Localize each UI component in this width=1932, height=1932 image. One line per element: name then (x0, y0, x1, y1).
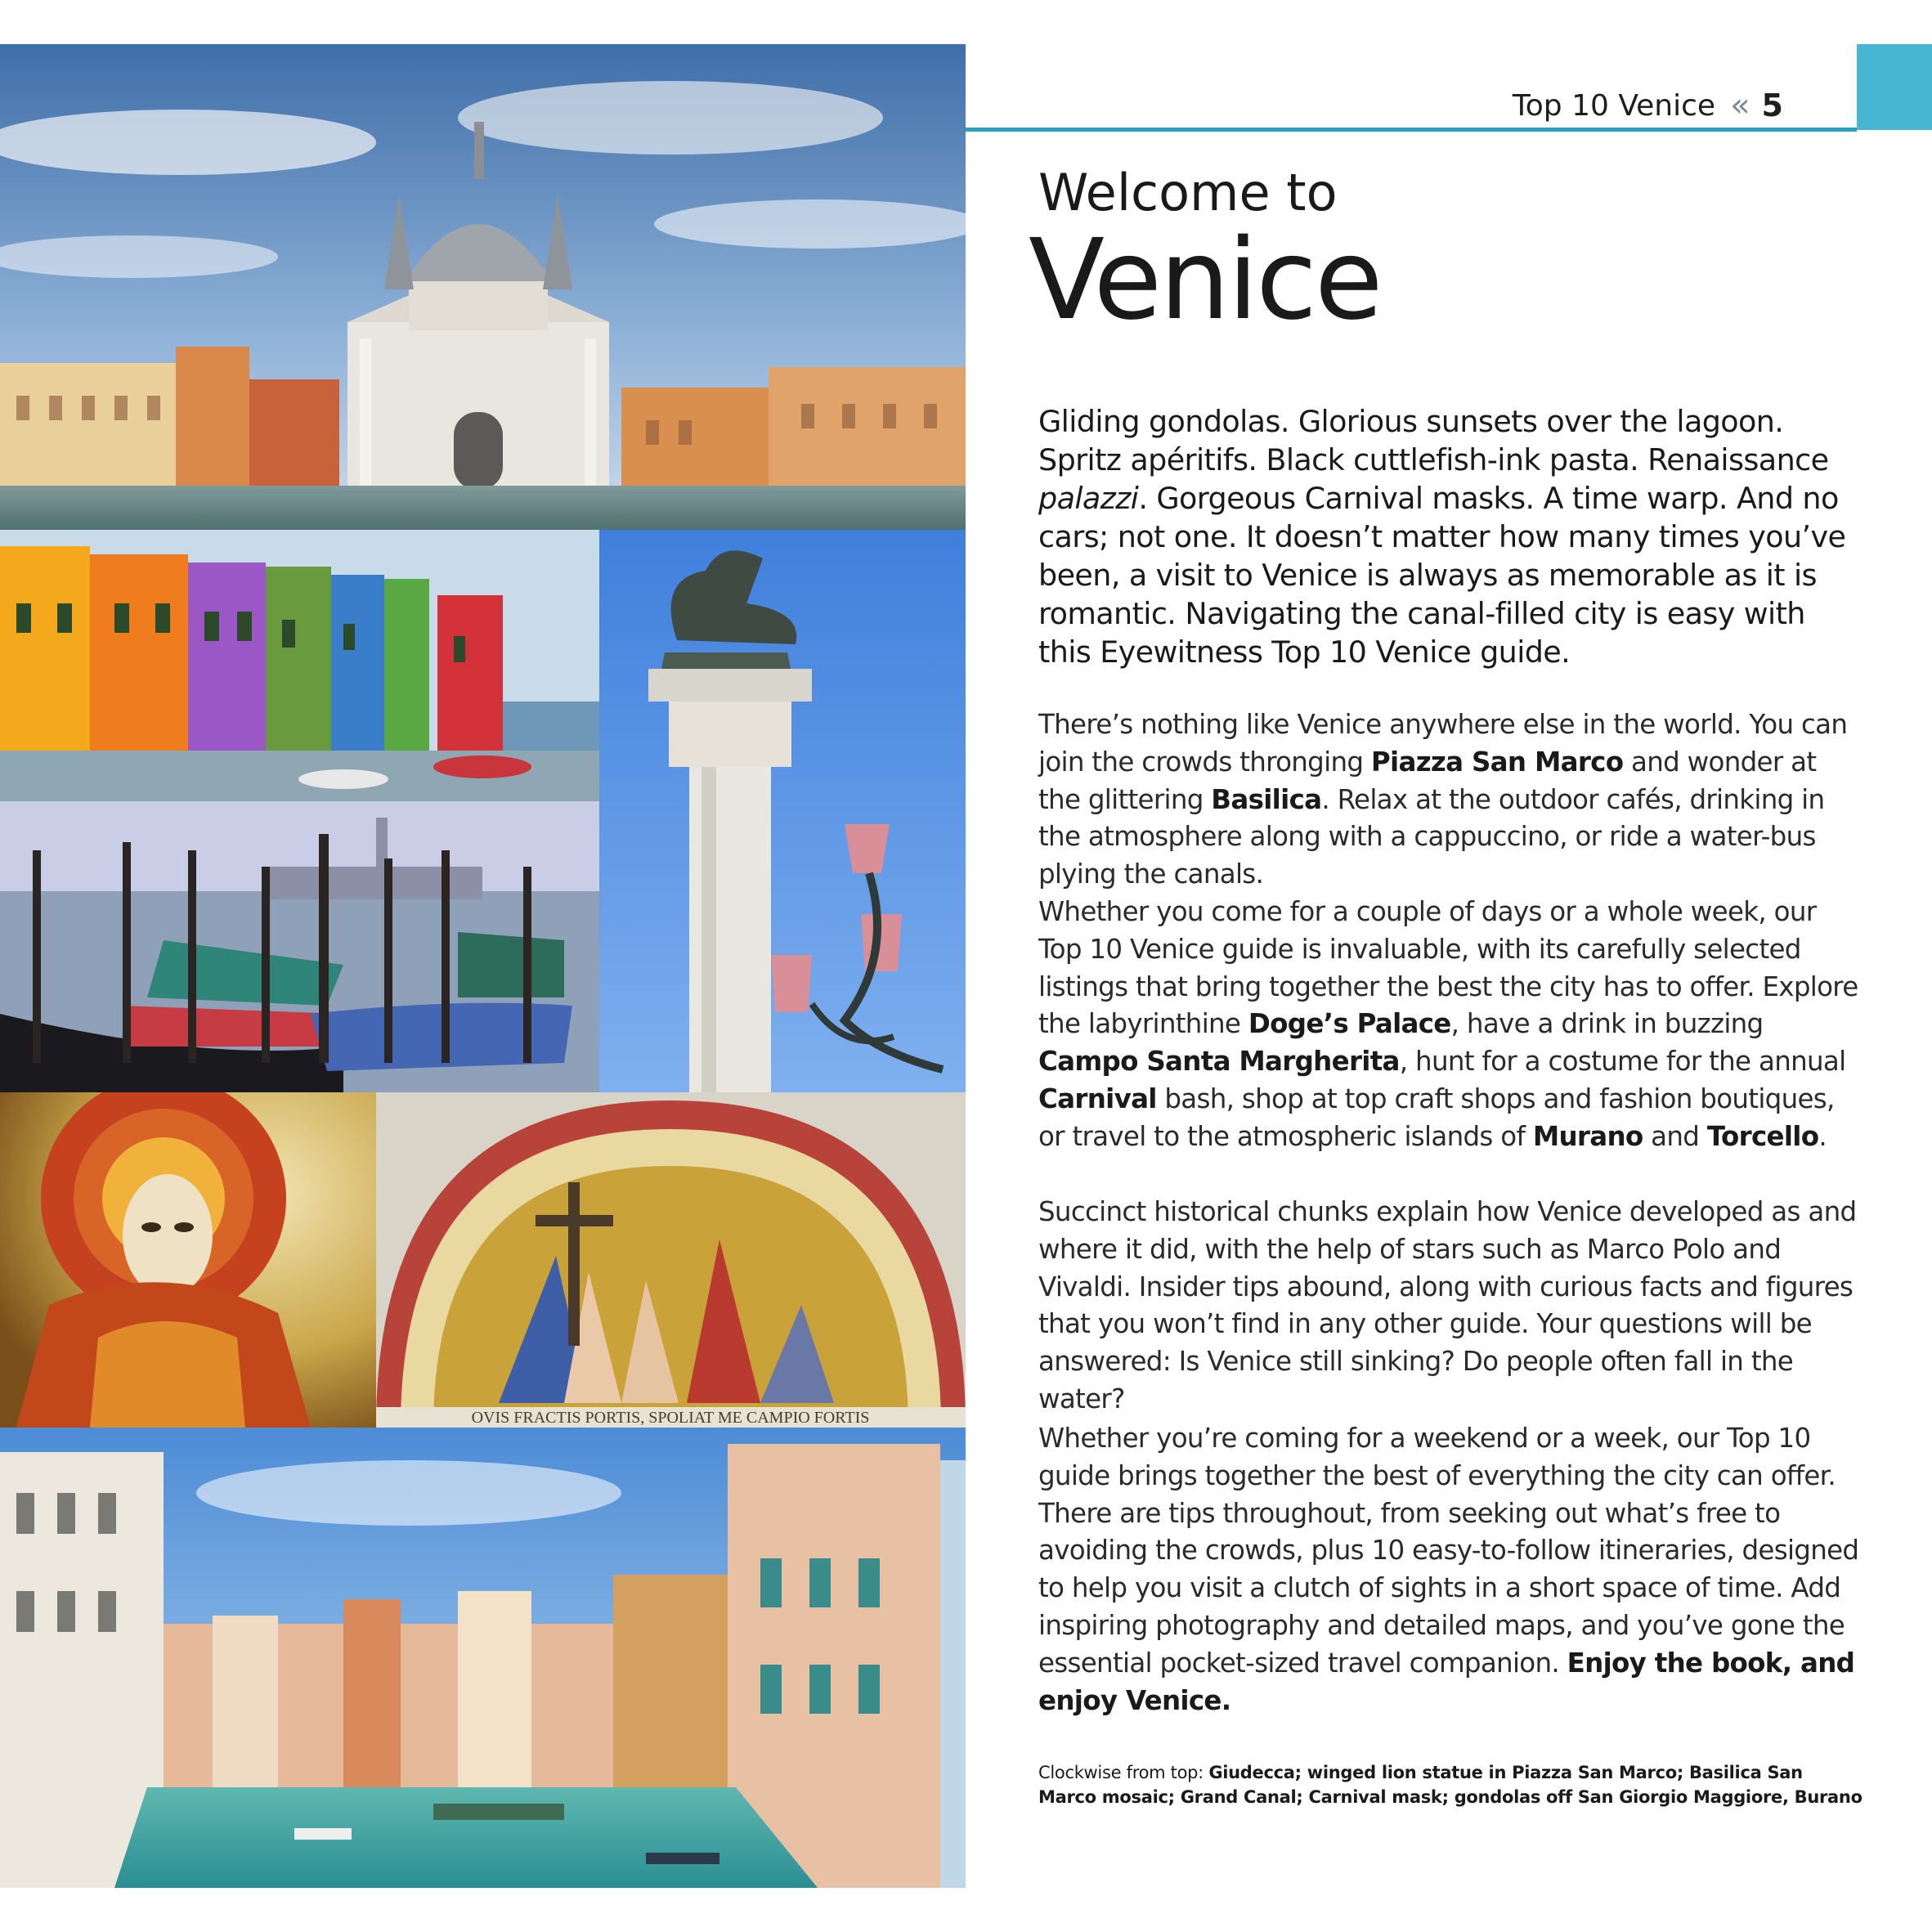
page-number: 5 (1761, 87, 1783, 123)
corner-tab (1857, 44, 1932, 130)
photo-grand-canal (0, 1428, 966, 1888)
photo-basilica-mosaic (376, 1092, 966, 1428)
paragraph-2: Whether you come for a couple of days or a whole week, our Top 10 Venice guide is invaluable, with its carefully selected listings that bring together the best the city has to offer. Explore the labyrinthine Doge’s Palace, have a drink in buzzing Campo Santa Margherita, hunt for a costume for the annual Carnival bash, shop at top craft shops and fashion boutiques, or travel to the atmospheric islands of Murano and Torcello. (1038, 896, 1858, 1152)
page-title: Venice (1029, 216, 1381, 345)
running-head (966, 44, 1857, 132)
chevron-left-icon: « (1730, 87, 1747, 124)
mosaic-inscription: OVIS FRACTIS PORTIS, SPOLIAT ME CAMPIO FORTIS (471, 1409, 870, 1427)
photo-gondolas (0, 801, 599, 1092)
photo-giudecca (0, 44, 966, 530)
running-title: Top 10 Venice (1512, 88, 1716, 123)
paragraph-1: There’s nothing like Venice anywhere else in the world. You can join the crowds thronging Piazza San Marco and wonder at the glittering Basilica. Relax at the outdoor cafés, drinking in the atmosphere along with a cappuccino, or ride a water-bus plying the canals. (1038, 709, 1848, 890)
photo-carnival-mask (0, 1092, 376, 1428)
lead-paragraph: Gliding gondolas. Glorious sunsets over the lagoon. Spritz apéritifs. Black cuttlefish-ink pasta. Renaissance palazzi. Gorgeous Carnival masks. A time warp. And no cars; not one. It doesn’t matter how many times you’ve been, a visit to Venice is always as memorable as it is romantic. Navigating the canal-filled city is easy with this Eyewitness Top 10 Venice guide. (1038, 404, 1846, 670)
photo-caption: Clockwise from top: Giudecca; winged lion statue in Piazza San Marco; Basilica San Marco mosaic; Grand Canal; Carnival mask; gondolas off San Giorgio Maggiore, Burano (1038, 1763, 1863, 1807)
photo-burano (0, 530, 599, 801)
title-welcome: Welcome to (1038, 163, 1338, 222)
paragraph-3: Succinct historical chunks explain how Venice developed as and where it did, with the help of stars such as Marco Polo and Vivaldi. Insider tips abound, along with curious facts and figures that you won’t find in any other guide. Your questions will be answered: Is Venice still sinking? Do people often fall in the water? (1038, 1196, 1857, 1414)
photo-winged-lion (599, 530, 966, 1092)
paragraph-4: Whether you’re coming for a weekend or a week, our Top 10 guide brings together the best of everything the city can offer. There are tips throughout, from seeking out what’s free to avoiding the crowds, plus 10 easy-to-follow itineraries, designed to help you visit a clutch of sights in a short space of time. Add inspiring photography and detailed maps, and you’ve gone the essential pocket-sized travel companion. Enjoy the book, and enjoy Venice. (1038, 1423, 1859, 1716)
